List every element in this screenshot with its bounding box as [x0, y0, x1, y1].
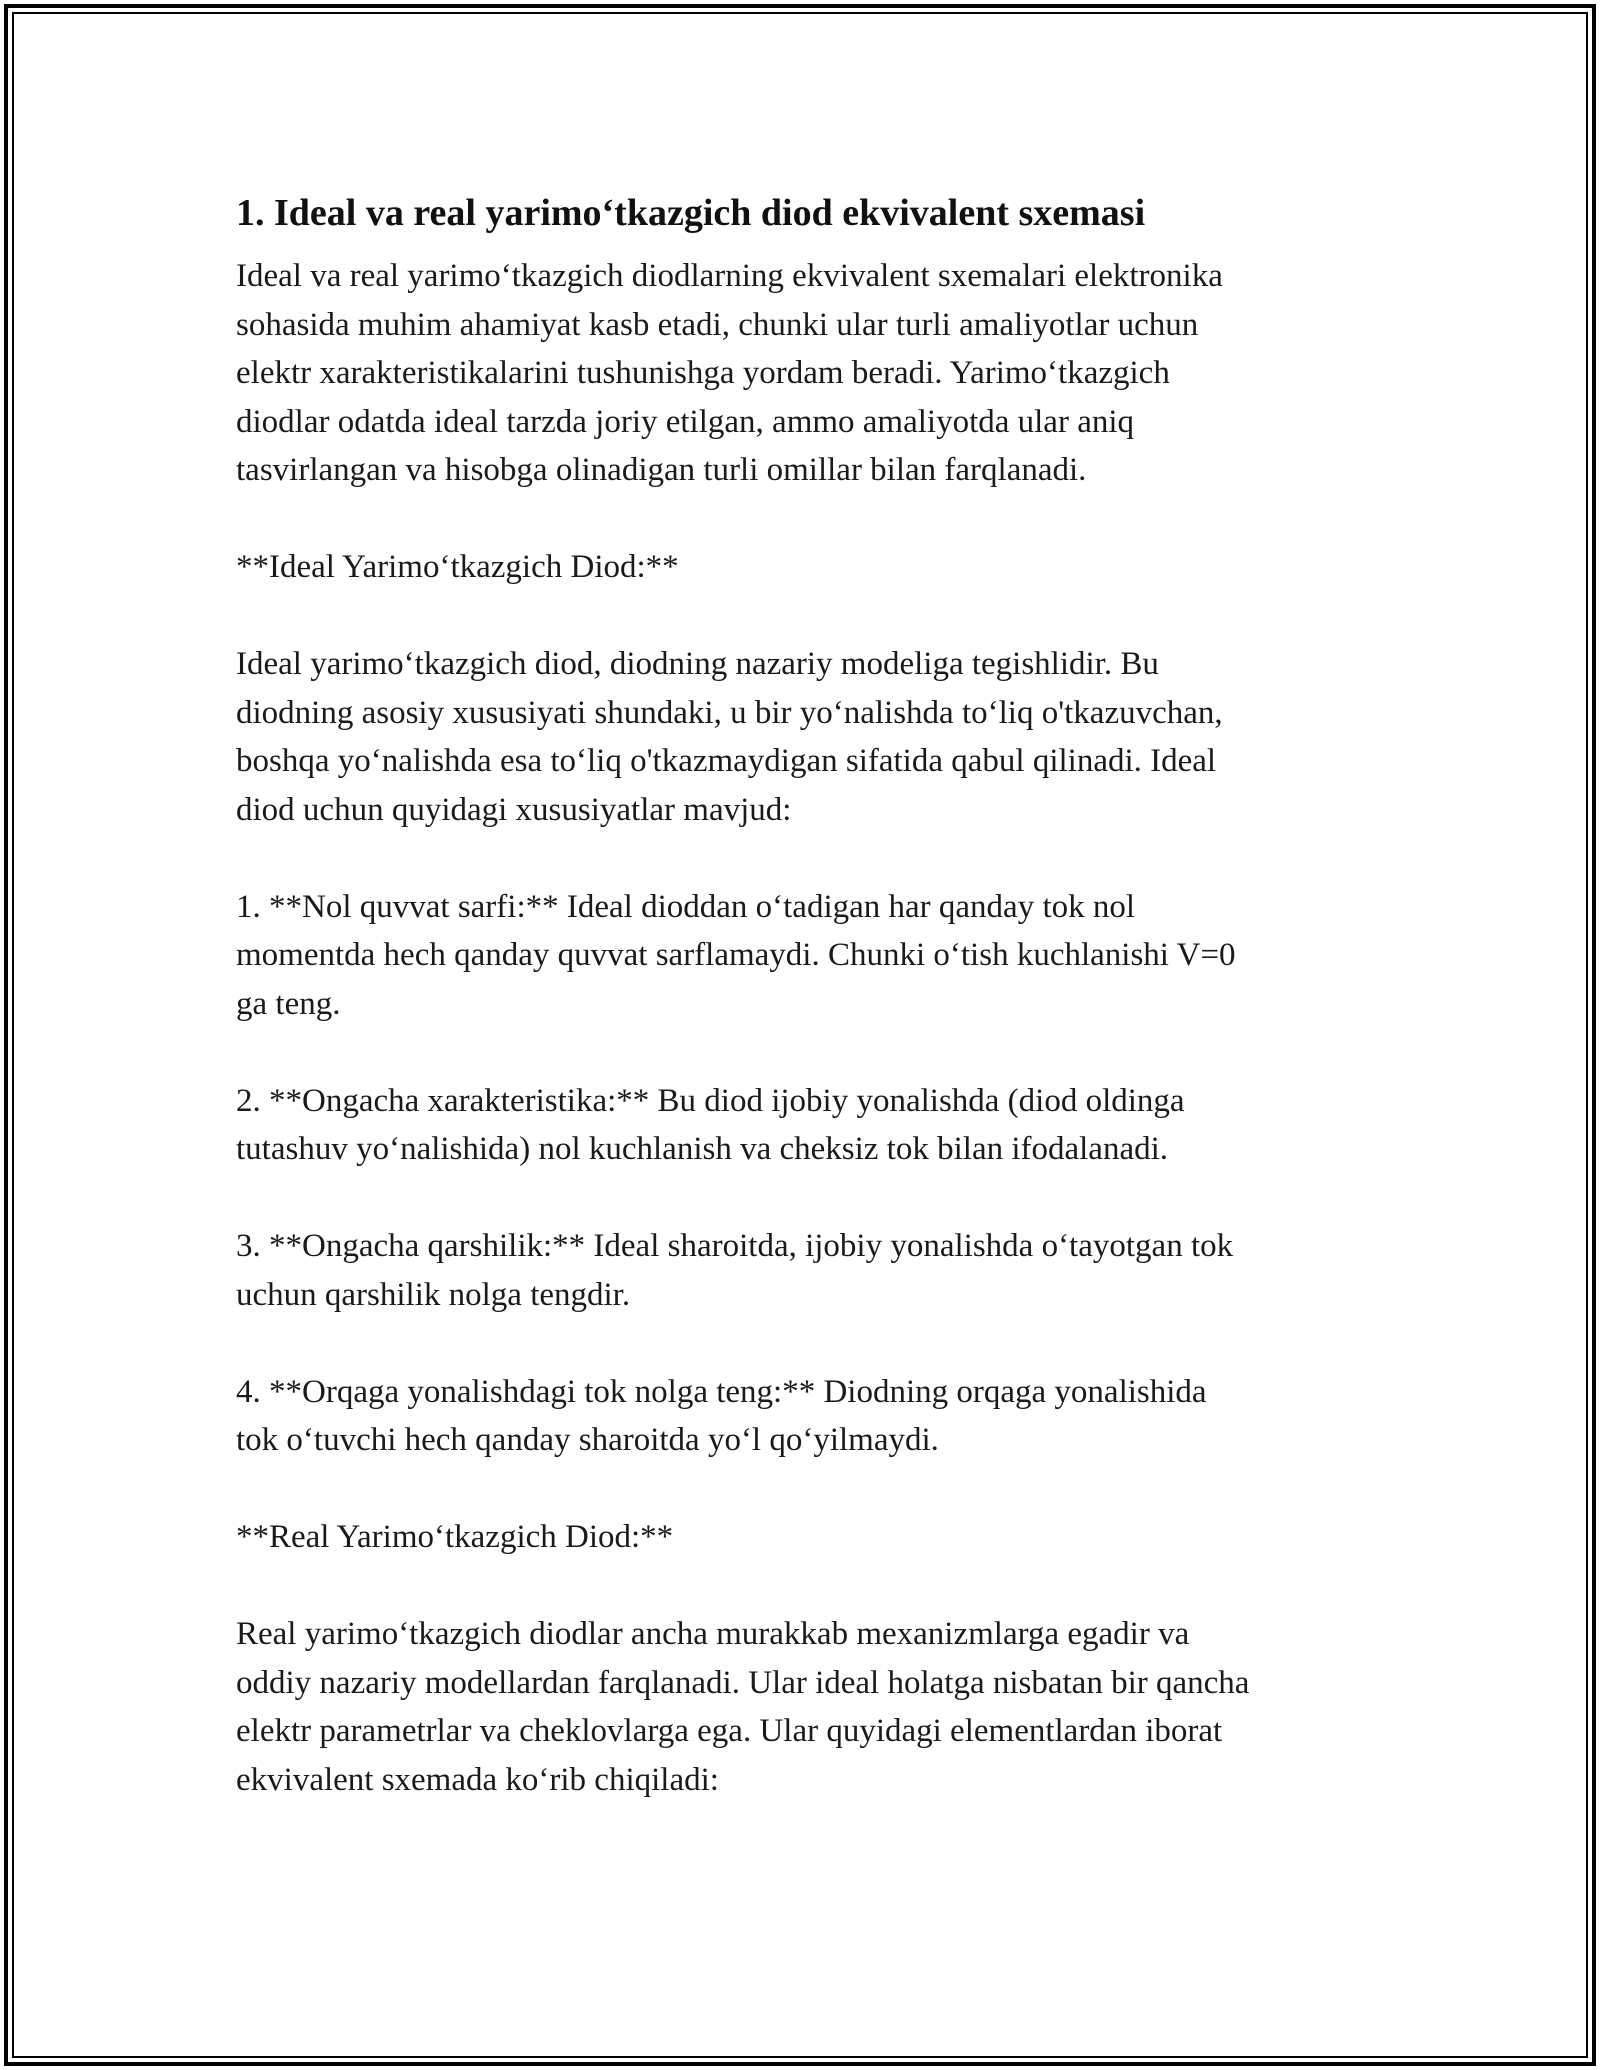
text-line: elektr xarakteristikalarini tushunishga yordam beradi. Yarimo‘tkazgich	[236, 355, 1170, 391]
text-line: elektr parametrlar va cheklovlarga ega. Ular quyidagi elementlardan iborat	[236, 1713, 1223, 1749]
text-line: uchun qarshilik nolga tengdir.	[236, 1276, 631, 1313]
paragraph-intro	[236, 252, 1371, 495]
text-line: sohasida muhim ahamiyat kasb etadi, chunki ular turli amaliyotlar uchun	[236, 306, 1199, 343]
text-line: 4. **Orqaga yonalishdagi tok nolga teng:** Diodning orqaga yonalishida	[236, 1373, 1207, 1410]
paragraph-ideal-diode	[236, 640, 1371, 834]
document-body	[236, 186, 1371, 1853]
paragraph-real-diode	[236, 1610, 1371, 1804]
text-line: Ideal va real yarimo‘tkazgich diodlarning ekvivalent sxemalari elektronika	[236, 258, 1223, 294]
subheading-real-diode	[236, 1513, 1371, 1562]
text-line: **Real Yarimo‘tkazgich Diod:**	[236, 1519, 674, 1555]
list-item-1	[236, 883, 1371, 1029]
text-line: diodning asosiy xususiyati shundaki, u bir yo‘nalishda to‘liq o'tkazuvchan,	[236, 694, 1223, 731]
list-item-4	[236, 1368, 1371, 1465]
text-line: 2. **Ongacha xarakteristika:** Bu diod ijobiy yonalishda (diod oldinga	[236, 1082, 1185, 1119]
text-line: Real yarimo‘tkazgich diodlar ancha murakkab mexanizmlarga egadir va	[236, 1616, 1190, 1652]
text-line: ga teng.	[236, 985, 341, 1022]
text-line: tasvirlangan va hisobga olinadigan turli omillar bilan farqlanadi.	[236, 452, 1087, 488]
text-line: diod uchun quyidagi xususiyatlar mavjud:	[236, 791, 792, 828]
list-item-3	[236, 1222, 1371, 1319]
list-item-2	[236, 1077, 1371, 1174]
text-line: boshqa yo‘nalishda esa to‘liq o'tkazmaydigan sifatida qabul qilinadi. Ideal	[236, 743, 1217, 779]
text-line: 3. **Ongacha qarshilik:** Ideal sharoitda, ijobiy yonalishda o‘tayotgan tok	[236, 1228, 1234, 1264]
text-line: diodlar odatda ideal tarzda joriy etilgan, ammo amaliyotda ular aniq	[236, 403, 1135, 440]
text-line: Ideal yarimo‘tkazgich diod, diodning nazariy modeliga tegishlidir. Bu	[236, 646, 1159, 682]
subheading-ideal-diode	[236, 543, 1371, 592]
text-line: tok o‘tuvchi hech qanday sharoitda yo‘l qo‘yilmaydi.	[236, 1422, 939, 1458]
text-line: ekvivalent sxemada ko‘rib chiqiladi:	[236, 1761, 719, 1798]
document-title: 1. Ideal va real yarimo‘tkazgich diod ekvivalent sxemasi	[236, 192, 1146, 234]
text-line: **Ideal Yarimo‘tkazgich Diod:**	[236, 549, 679, 585]
text-line: 1. **Nol quvvat sarfi:** Ideal dioddan o‘tadigan har qanday tok nol	[236, 888, 1136, 925]
text-line: tutashuv yo‘nalishida) nol kuchlanish va cheksiz tok bilan ifodalanadi.	[236, 1131, 1169, 1167]
text-line: momentda hech qanday quvvat sarflamaydi. Chunki o‘tish kuchlanishi V=0	[236, 937, 1236, 973]
text-line: oddiy nazariy modellardan farqlanadi. Ular ideal holatga nisbatan bir qancha	[236, 1664, 1250, 1701]
